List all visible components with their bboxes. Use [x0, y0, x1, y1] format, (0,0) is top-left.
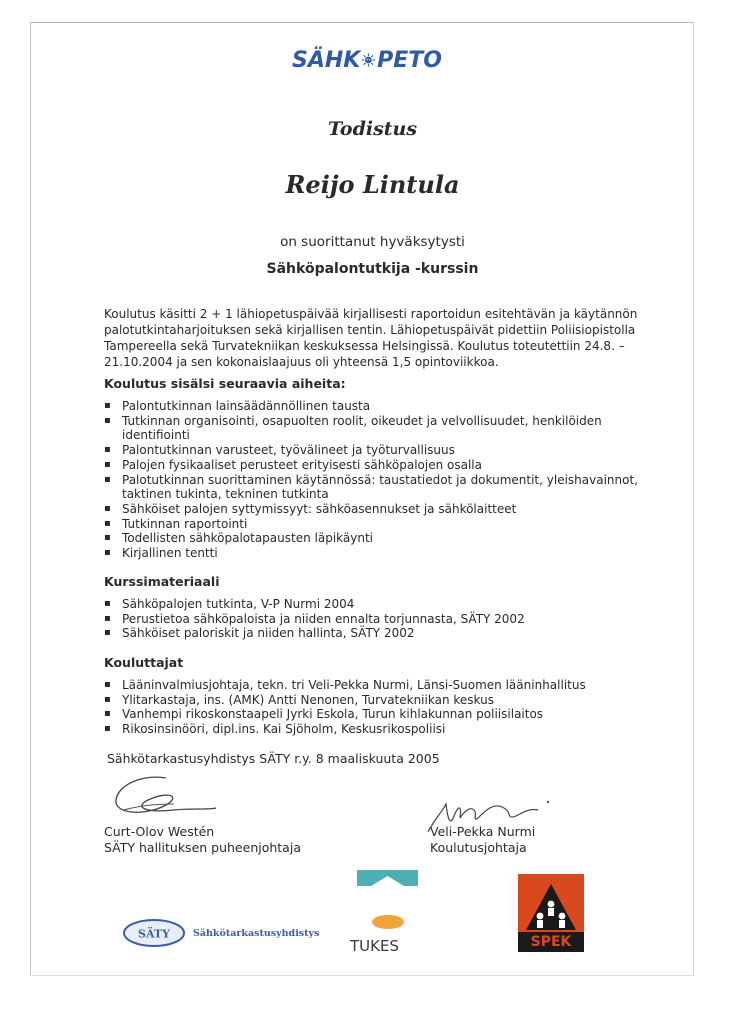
tukes-logo-icon: [357, 868, 419, 938]
certificate-title: Todistus: [327, 118, 418, 140]
list-item: ▪ Palontutkinnan varusteet, työvälineet ja työturvallisuus: [104, 443, 644, 458]
list-item: ▪ Kirjallinen tentti: [104, 546, 644, 561]
topics-list: [104, 399, 644, 561]
logo-text-left: SÄHK: [292, 47, 361, 73]
saty-badge-text: SÄTY: [138, 927, 170, 941]
materials-list: [104, 597, 644, 641]
sun-icon: [361, 49, 376, 71]
list-item: ▪ Palotutkinnan suorittaminen käytännössä: taustatiedot ja dokumentit, yleishavainnot, taktinen tukinta, tekninen tutkinta: [104, 473, 644, 502]
trainers-list: [104, 678, 644, 737]
signer-right-name: Veli-Pekka Nurmi: [430, 824, 536, 839]
issuer-dateline: Sähkötarkastusyhdistys SÄTY r.y. 8 maaliskuuta 2005: [107, 751, 440, 766]
list-item: ▪ Sähköiset palojen syttymissyyt: sähköasennukset ja sähkölaitteet: [104, 502, 644, 517]
list-item: ▪ Palojen fysikaaliset perusteet erityisesti sähköpalojen osalla: [104, 458, 644, 473]
list-item: ▪ Tutkinnan organisointi, osapuolten roolit, oikeudet ja velvollisuudet, henkilöiden identifiointi: [104, 414, 644, 443]
trainers-heading: Kouluttajat: [104, 655, 184, 670]
tukes-name: TUKES: [350, 937, 399, 955]
sahkopeto-logo: [292, 40, 442, 80]
topics-heading: Koulutus sisälsi seuraavia aiheita:: [104, 376, 346, 391]
signature-left: [104, 770, 224, 828]
saty-logo-icon: [122, 918, 186, 948]
list-item: ▪ Ylitarkastaja, ins. (AMK) Antti Nenonen, Turvatekniikan keskus: [104, 693, 644, 708]
list-item: ▪ Perustietoa sähköpaloista ja niiden ennalta torjunnasta, SÄTY 2002: [104, 612, 644, 627]
list-item: ▪ Sähköiset paloriskit ja niiden hallinta, SÄTY 2002: [104, 626, 644, 641]
course-name: Sähköpalontutkija -kurssin: [266, 261, 479, 277]
list-item: ▪ Rikosinsinööri, dipl.ins. Kai Sjöholm, Keskusrikospoliisi: [104, 722, 644, 737]
recipient-name: Reijo Lintula: [285, 170, 460, 199]
list-item: ▪ Sähköpalojen tutkinta, V-P Nurmi 2004: [104, 597, 644, 612]
list-item: ▪ Palontutkinnan lainsäädännöllinen tausta: [104, 399, 644, 414]
saty-name: Sähkötarkastusyhdistys: [193, 928, 320, 939]
list-item: ▪ Tutkinnan raportointi: [104, 517, 644, 532]
signer-left-title: SÄTY hallituksen puheenjohtaja: [104, 840, 301, 855]
list-item: ▪ Todellisten sähköpalotapausten läpikäynti: [104, 531, 644, 546]
list-item: ▪ Vanhempi rikoskonstaapeli Jyrki Eskola, Turun kihlakunnan poliisilaitos: [104, 707, 644, 722]
spek-name: SPEK: [530, 934, 572, 950]
signer-left: [104, 824, 301, 856]
materials-heading: Kurssimateriaali: [104, 574, 220, 589]
completion-statement: on suorittanut hyväksytysti: [280, 234, 465, 250]
signer-left-name: Curt-Olov Westén: [104, 824, 215, 839]
logo-text-right: PETO: [377, 47, 442, 73]
course-description: Koulutus käsitti 2 + 1 lähiopetuspäivää kirjallisesti raportoidun esitehtävän ja käytännön palotutkintaharjoituksen sekä kirjallisen tentin. Lähiopetuspäivät pidettiin Poliisiopistolla Tampereella sekä Turvatekniikan keskuksessa Helsingissä. Koulutus toteutettiin 24.8. – 21.10.2004 ja sen kokonaislaajuus oli yhteensä 1,5 opintoviikkoa.: [104, 307, 638, 369]
list-item: ▪ Lääninvalmiusjohtaja, tekn. tri Veli-Pekka Nurmi, Länsi-Suomen lääninhallitus: [104, 678, 644, 693]
signer-right: [430, 824, 535, 856]
signer-right-title: Koulutusjohtaja: [430, 840, 527, 855]
